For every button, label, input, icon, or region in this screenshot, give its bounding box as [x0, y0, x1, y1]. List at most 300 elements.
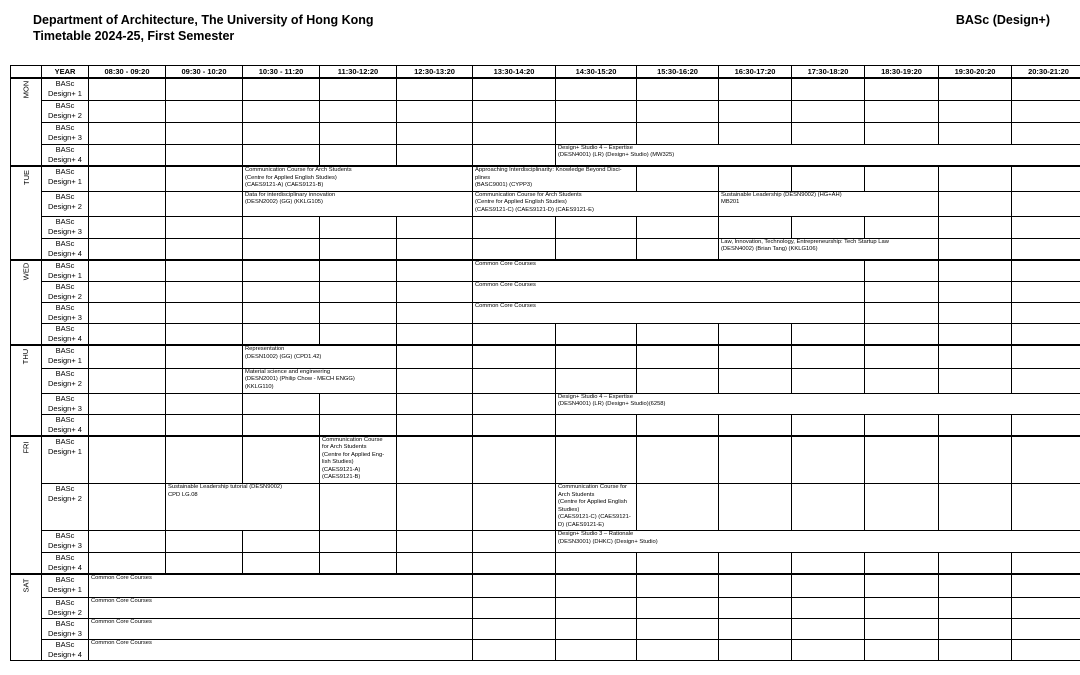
- course-entry: Representation (DESN1002) (GG) (CPD1.42): [243, 345, 397, 368]
- slot-cell: [1012, 618, 1080, 639]
- slot-cell: [792, 618, 865, 639]
- slot-cell: [719, 100, 792, 122]
- slot-cell: [397, 303, 473, 324]
- year-cell: BASc Design+ 3: [42, 531, 89, 553]
- course-entry: Communication Course for Arch Students (Centre for Applied English Studies) (CAES9121-C) (CAES9121- D) (CAES9121-E): [556, 484, 637, 531]
- slot-cell: [166, 191, 243, 216]
- slot-cell: [719, 166, 792, 191]
- slot-cell: [556, 78, 637, 100]
- slot-cell: [792, 324, 865, 346]
- slot-cell: [939, 414, 1012, 436]
- year-header: YEAR: [42, 66, 89, 79]
- slot-cell: [1012, 260, 1080, 282]
- slot-cell: [637, 166, 719, 191]
- slot-cell: [243, 78, 320, 100]
- slot-cell: [637, 597, 719, 618]
- time-header: 13:30-14:20: [473, 66, 556, 79]
- slot-cell: [792, 216, 865, 238]
- slot-cell: [397, 436, 473, 484]
- course-entry: Sustainable Leadership tutorial (DESN9002) CPD LG.08: [166, 484, 320, 531]
- slot-cell: [89, 553, 166, 575]
- slot-cell: [865, 100, 939, 122]
- slot-cell: [556, 122, 637, 144]
- corner-cell: [11, 66, 42, 79]
- slot-cell: [320, 324, 397, 346]
- slot-cell: [939, 303, 1012, 324]
- slot-cell: [865, 553, 939, 575]
- slot-cell: [473, 574, 556, 597]
- slot-cell: [397, 238, 473, 260]
- course-entry: Approaching Interdisciplinarity: Knowledge Beyond Disci- plines (BASC9001) (CYPP3): [473, 166, 637, 191]
- slot-cell: [243, 414, 320, 436]
- slot-cell: [637, 345, 719, 368]
- slot-cell: [1012, 282, 1080, 303]
- slot-cell: [637, 414, 719, 436]
- slot-cell: [865, 303, 939, 324]
- slot-cell: [1012, 216, 1080, 238]
- slot-cell: [473, 238, 556, 260]
- slot-cell: [1012, 553, 1080, 575]
- slot-cell: [792, 574, 865, 597]
- table-row: [11, 436, 1080, 484]
- slot-cell: [792, 484, 865, 531]
- table-row: [11, 238, 1080, 260]
- table-row: [11, 144, 1080, 166]
- table-row: [11, 345, 1080, 368]
- time-header: 16:30-17:20: [719, 66, 792, 79]
- slot-cell: [1012, 484, 1080, 531]
- slot-cell: [1012, 122, 1080, 144]
- slot-cell: [556, 597, 637, 618]
- slot-cell: [243, 216, 320, 238]
- slot-cell: [166, 238, 243, 260]
- slot-cell: [473, 597, 556, 618]
- table-row: [11, 531, 1080, 553]
- slot-cell: [89, 324, 166, 346]
- day-label-cell: [11, 574, 42, 660]
- slot-cell: [320, 216, 397, 238]
- table-row: [11, 216, 1080, 238]
- slot-cell: [320, 144, 397, 166]
- slot-cell: [397, 324, 473, 346]
- year-cell: BASc Design+ 4: [42, 414, 89, 436]
- slot-cell: [719, 553, 792, 575]
- slot-cell: [243, 144, 320, 166]
- slot-cell: [397, 484, 473, 531]
- table-row: [11, 574, 1080, 597]
- slot-cell: [89, 414, 166, 436]
- slot-cell: [89, 100, 166, 122]
- slot-cell: [166, 436, 243, 484]
- slot-cell: [865, 260, 939, 282]
- timetable-title: Timetable 2024-25, First Semester: [33, 29, 235, 43]
- table-row: [11, 393, 1080, 414]
- year-cell: BASc Design+ 3: [42, 122, 89, 144]
- slot-cell: [1012, 574, 1080, 597]
- course-entry: Sustainable Leadership (DESN9002) (HG+AH) MB201: [719, 191, 939, 216]
- slot-cell: [865, 216, 939, 238]
- slot-cell: [1012, 597, 1080, 618]
- day-label: THU: [21, 348, 31, 365]
- slot-cell: [556, 414, 637, 436]
- slot-cell: [719, 368, 792, 393]
- slot-cell: [1012, 100, 1080, 122]
- slot-cell: [473, 216, 556, 238]
- slot-cell: [637, 324, 719, 346]
- time-header: 11:30-12:20: [320, 66, 397, 79]
- table-row: [11, 191, 1080, 216]
- time-header: 18:30-19:20: [865, 66, 939, 79]
- slot-cell: [719, 122, 792, 144]
- slot-cell: [939, 368, 1012, 393]
- slot-cell: [243, 238, 320, 260]
- course-entry: Common Core Courses: [473, 260, 865, 282]
- table-row: [11, 100, 1080, 122]
- slot-cell: [792, 78, 865, 100]
- year-cell: BASc Design+ 1: [42, 574, 89, 597]
- slot-cell: [243, 553, 320, 575]
- slot-cell: [89, 345, 166, 368]
- slot-cell: [1012, 368, 1080, 393]
- slot-cell: [939, 238, 1012, 260]
- slot-cell: [166, 345, 243, 368]
- slot-cell: [556, 345, 637, 368]
- slot-cell: [637, 553, 719, 575]
- year-cell: BASc Design+ 4: [42, 553, 89, 575]
- slot-cell: [792, 122, 865, 144]
- slot-cell: [556, 639, 637, 660]
- slot-cell: [792, 597, 865, 618]
- slot-cell: [1012, 414, 1080, 436]
- slot-cell: [1012, 78, 1080, 100]
- slot-cell: [556, 324, 637, 346]
- course-entry: Common Core Courses: [89, 618, 473, 639]
- slot-cell: [719, 618, 792, 639]
- slot-cell: [792, 414, 865, 436]
- slot-cell: [939, 282, 1012, 303]
- day-label: TUE: [21, 170, 31, 185]
- year-cell: BASc Design+ 1: [42, 345, 89, 368]
- slot-cell: [473, 484, 556, 531]
- slot-cell: [939, 216, 1012, 238]
- slot-cell: [243, 100, 320, 122]
- slot-cell: [320, 393, 397, 414]
- slot-cell: [320, 238, 397, 260]
- slot-cell: [320, 282, 397, 303]
- year-cell: BASc Design+ 4: [42, 238, 89, 260]
- slot-cell: [865, 282, 939, 303]
- slot-cell: [719, 414, 792, 436]
- timetable-grid: [10, 65, 1080, 661]
- slot-cell: [865, 414, 939, 436]
- slot-cell: [473, 100, 556, 122]
- slot-cell: [166, 368, 243, 393]
- slot-cell: [243, 260, 320, 282]
- slot-cell: [473, 531, 556, 553]
- slot-cell: [89, 166, 166, 191]
- slot-cell: [865, 166, 939, 191]
- slot-cell: [89, 78, 166, 100]
- slot-cell: [397, 260, 473, 282]
- slot-cell: [89, 531, 166, 553]
- table-row: [11, 282, 1080, 303]
- slot-cell: [320, 531, 397, 553]
- slot-cell: [166, 260, 243, 282]
- table-row: [11, 260, 1080, 282]
- slot-cell: [166, 531, 243, 553]
- day-label-cell: [11, 345, 42, 436]
- table-row: [11, 368, 1080, 393]
- slot-cell: [637, 216, 719, 238]
- table-row: [11, 639, 1080, 660]
- slot-cell: [792, 100, 865, 122]
- slot-cell: [166, 282, 243, 303]
- day-label-cell: [11, 166, 42, 260]
- course-entry: Communication Course for Arch Students (Centre for Applied English Studies) (CAES9121-A) (CAES9121-B): [243, 166, 473, 191]
- slot-cell: [865, 345, 939, 368]
- slot-cell: [473, 618, 556, 639]
- slot-cell: [243, 122, 320, 144]
- slot-cell: [792, 345, 865, 368]
- slot-cell: [637, 238, 719, 260]
- slot-cell: [719, 324, 792, 346]
- header-row: [11, 66, 1080, 79]
- slot-cell: [637, 122, 719, 144]
- year-cell: BASc Design+ 2: [42, 282, 89, 303]
- slot-cell: [243, 303, 320, 324]
- slot-cell: [792, 553, 865, 575]
- slot-cell: [397, 282, 473, 303]
- slot-cell: [89, 393, 166, 414]
- year-cell: BASc Design+ 2: [42, 100, 89, 122]
- slot-cell: [637, 484, 719, 531]
- slot-cell: [89, 484, 166, 531]
- slot-cell: [865, 639, 939, 660]
- slot-cell: [939, 78, 1012, 100]
- slot-cell: [397, 144, 473, 166]
- slot-cell: [243, 393, 320, 414]
- course-entry: Common Core Courses: [89, 574, 473, 597]
- slot-cell: [719, 216, 792, 238]
- slot-cell: [865, 368, 939, 393]
- slot-cell: [166, 144, 243, 166]
- slot-cell: [939, 574, 1012, 597]
- year-cell: BASc Design+ 3: [42, 216, 89, 238]
- slot-cell: [89, 216, 166, 238]
- year-cell: BASc Design+ 4: [42, 639, 89, 660]
- slot-cell: [397, 122, 473, 144]
- slot-cell: [939, 553, 1012, 575]
- slot-cell: [719, 78, 792, 100]
- slot-cell: [556, 238, 637, 260]
- slot-cell: [397, 393, 473, 414]
- year-cell: BASc Design+ 2: [42, 191, 89, 216]
- slot-cell: [865, 618, 939, 639]
- slot-cell: [166, 216, 243, 238]
- slot-cell: [1012, 191, 1080, 216]
- slot-cell: [320, 484, 397, 531]
- slot-cell: [397, 100, 473, 122]
- year-cell: BASc Design+ 2: [42, 484, 89, 531]
- slot-cell: [397, 531, 473, 553]
- time-header: 14:30-15:20: [556, 66, 637, 79]
- slot-cell: [89, 260, 166, 282]
- slot-cell: [556, 436, 637, 484]
- course-entry: Design+ Studio 4 – Expertise (DESN4001) (LR) (Design+ Studio)(6258): [556, 393, 1080, 414]
- slot-cell: [865, 122, 939, 144]
- slot-cell: [1012, 238, 1080, 260]
- slot-cell: [320, 414, 397, 436]
- table-row: [11, 324, 1080, 346]
- slot-cell: [320, 303, 397, 324]
- slot-cell: [89, 191, 166, 216]
- slot-cell: [397, 345, 473, 368]
- time-header: 17:30-18:20: [792, 66, 865, 79]
- course-entry: Design+ Studio 3 – Rationale (DESN3001) (DHKC) (Design+ Studio): [556, 531, 1080, 553]
- year-cell: BASc Design+ 1: [42, 436, 89, 484]
- slot-cell: [397, 78, 473, 100]
- day-label: SAT: [21, 578, 31, 593]
- day-label: MON: [21, 80, 31, 99]
- slot-cell: [166, 393, 243, 414]
- slot-cell: [939, 436, 1012, 484]
- slot-cell: [556, 100, 637, 122]
- slot-cell: [556, 368, 637, 393]
- slot-cell: [473, 639, 556, 660]
- slot-cell: [865, 484, 939, 531]
- year-cell: BASc Design+ 3: [42, 618, 89, 639]
- slot-cell: [1012, 166, 1080, 191]
- slot-cell: [473, 393, 556, 414]
- slot-cell: [320, 553, 397, 575]
- course-entry: Common Core Courses: [89, 639, 473, 660]
- slot-cell: [719, 484, 792, 531]
- slot-cell: [166, 166, 243, 191]
- table-row: [11, 303, 1080, 324]
- slot-cell: [473, 345, 556, 368]
- slot-cell: [792, 639, 865, 660]
- time-header: 08:30 - 09:20: [89, 66, 166, 79]
- slot-cell: [166, 414, 243, 436]
- slot-cell: [939, 639, 1012, 660]
- slot-cell: [89, 368, 166, 393]
- slot-cell: [939, 166, 1012, 191]
- slot-cell: [243, 282, 320, 303]
- slot-cell: [89, 122, 166, 144]
- slot-cell: [556, 618, 637, 639]
- slot-cell: [637, 639, 719, 660]
- slot-cell: [1012, 639, 1080, 660]
- slot-cell: [719, 345, 792, 368]
- table-row: [11, 414, 1080, 436]
- course-entry: Communication Course for Arch Students (Centre for Applied English Studies) (CAES9121-C) (CAES9121-D) (CAES9121-E): [473, 191, 719, 216]
- slot-cell: [556, 216, 637, 238]
- slot-cell: [637, 100, 719, 122]
- slot-cell: [637, 78, 719, 100]
- time-header: 10:30 - 11:20: [243, 66, 320, 79]
- slot-cell: [865, 78, 939, 100]
- slot-cell: [637, 436, 719, 484]
- year-cell: BASc Design+ 3: [42, 393, 89, 414]
- slot-cell: [637, 618, 719, 639]
- table-row: [11, 597, 1080, 618]
- table-row: [11, 618, 1080, 639]
- slot-cell: [939, 484, 1012, 531]
- document-title-block: [33, 12, 374, 44]
- year-cell: BASc Design+ 1: [42, 78, 89, 100]
- slot-cell: [1012, 436, 1080, 484]
- programme-label: BASc (Design+): [955, 13, 1050, 27]
- slot-cell: [320, 260, 397, 282]
- course-entry: Communication Course for Arch Students (Centre for Applied Eng- lish Studies) (CAES9121-A) (CAES9121-B): [320, 436, 397, 484]
- slot-cell: [166, 553, 243, 575]
- year-cell: BASc Design+ 1: [42, 166, 89, 191]
- slot-cell: [556, 553, 637, 575]
- slot-cell: [719, 639, 792, 660]
- day-label-cell: [11, 436, 42, 575]
- year-cell: BASc Design+ 3: [42, 303, 89, 324]
- day-label: WED: [21, 262, 31, 281]
- slot-cell: [397, 553, 473, 575]
- slot-cell: [556, 574, 637, 597]
- slot-cell: [792, 436, 865, 484]
- table-row: [11, 78, 1080, 100]
- slot-cell: [792, 166, 865, 191]
- year-cell: BASc Design+ 4: [42, 324, 89, 346]
- slot-cell: [397, 216, 473, 238]
- slot-cell: [939, 597, 1012, 618]
- slot-cell: [320, 122, 397, 144]
- slot-cell: [865, 436, 939, 484]
- slot-cell: [473, 144, 556, 166]
- slot-cell: [637, 574, 719, 597]
- slot-cell: [166, 122, 243, 144]
- slot-cell: [939, 122, 1012, 144]
- slot-cell: [473, 414, 556, 436]
- time-header: 09:30 - 10:20: [166, 66, 243, 79]
- day-label-cell: [11, 260, 42, 345]
- slot-cell: [865, 597, 939, 618]
- slot-cell: [166, 324, 243, 346]
- slot-cell: [939, 100, 1012, 122]
- table-row: [11, 553, 1080, 575]
- slot-cell: [1012, 324, 1080, 346]
- time-header: 12:30-13:20: [397, 66, 473, 79]
- day-label: FRI: [21, 440, 31, 454]
- slot-cell: [792, 368, 865, 393]
- slot-cell: [473, 122, 556, 144]
- time-header: 19:30-20:20: [939, 66, 1012, 79]
- slot-cell: [397, 414, 473, 436]
- slot-cell: [89, 436, 166, 484]
- slot-cell: [166, 100, 243, 122]
- slot-cell: [865, 324, 939, 346]
- slot-cell: [1012, 345, 1080, 368]
- department-title: Department of Architecture, The University of Hong Kong: [33, 13, 374, 27]
- course-entry: Common Core Courses: [473, 303, 865, 324]
- slot-cell: [719, 574, 792, 597]
- slot-cell: [865, 574, 939, 597]
- course-entry: Common Core Courses: [473, 282, 865, 303]
- year-cell: BASc Design+ 4: [42, 144, 89, 166]
- slot-cell: [243, 324, 320, 346]
- slot-cell: [89, 282, 166, 303]
- slot-cell: [473, 553, 556, 575]
- slot-cell: [89, 303, 166, 324]
- slot-cell: [89, 238, 166, 260]
- slot-cell: [89, 144, 166, 166]
- slot-cell: [473, 368, 556, 393]
